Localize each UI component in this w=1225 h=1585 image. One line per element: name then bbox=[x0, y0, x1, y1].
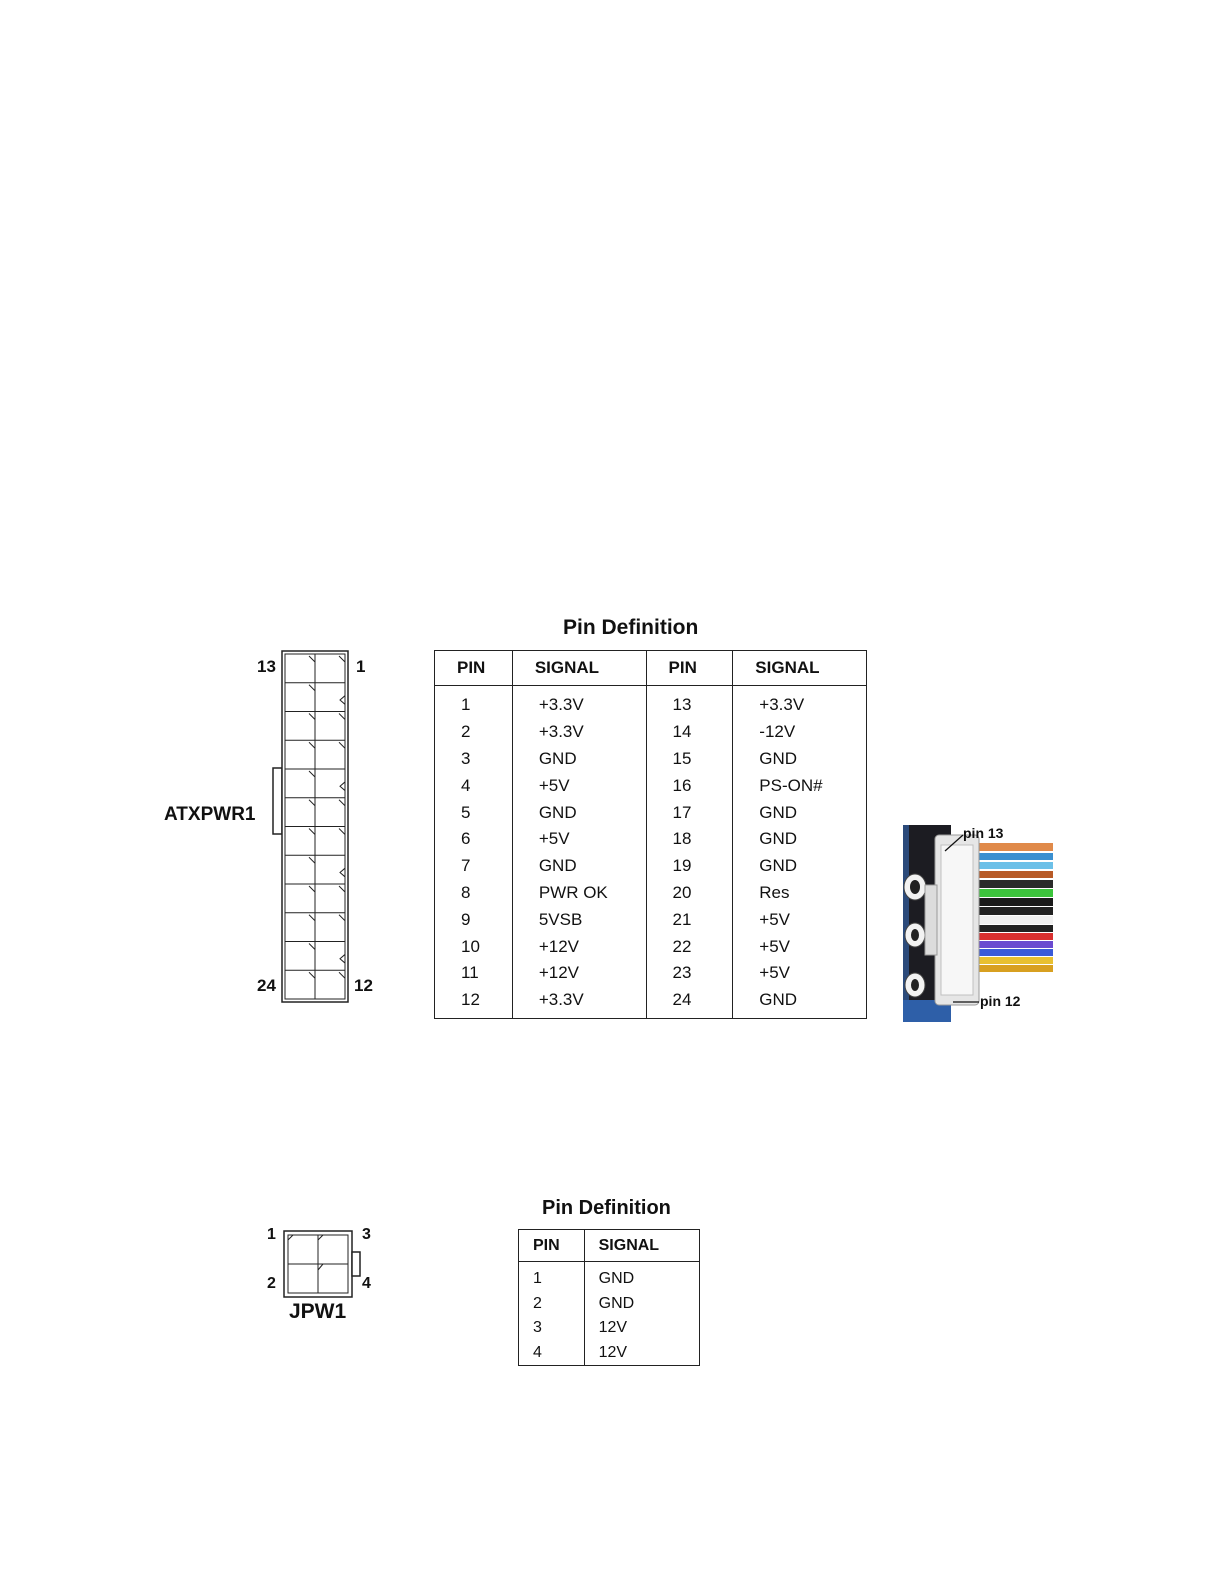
signal-cell: GND bbox=[512, 853, 646, 880]
pin-number-cell: 10 bbox=[461, 936, 480, 956]
jpw-pin-definition-table bbox=[518, 1229, 700, 1366]
table-row bbox=[519, 1292, 700, 1317]
pin-number-cell: 23 bbox=[646, 960, 733, 987]
table-row bbox=[435, 853, 867, 880]
pin-number-cell: 9 bbox=[461, 909, 471, 929]
atx-connector-name: ATXPWR1 bbox=[164, 804, 256, 825]
jpw-pin-label-1: 1 bbox=[267, 1226, 276, 1243]
pin-number-cell: 2 bbox=[533, 1294, 542, 1312]
jpw-pin-label-4: 4 bbox=[362, 1275, 371, 1292]
table-row bbox=[519, 1341, 700, 1366]
pin-number-cell: 2 bbox=[461, 722, 471, 742]
atx-pin-definition-table bbox=[434, 650, 867, 1019]
signal-cell: +5V bbox=[733, 933, 867, 960]
table-row bbox=[435, 960, 867, 987]
jpw-connector-diagram bbox=[255, 1222, 385, 1332]
atx-pin-label-1: 1 bbox=[356, 657, 366, 676]
table-row bbox=[435, 826, 867, 853]
pin-number-cell: 3 bbox=[461, 748, 471, 768]
pin-number-cell: 22 bbox=[646, 933, 733, 960]
pin-number-cell: 20 bbox=[646, 880, 733, 907]
signal-cell: GND bbox=[512, 799, 646, 826]
signal-cell: 12V bbox=[584, 1316, 699, 1341]
table-row bbox=[435, 772, 867, 799]
atx-connector-diagram bbox=[150, 640, 390, 1010]
atx-connector-outline bbox=[150, 640, 390, 1010]
jpw-table-title: Pin Definition bbox=[542, 1197, 671, 1219]
photo-label-pin-13: pin 13 bbox=[963, 825, 1004, 841]
header-signal: SIGNAL bbox=[733, 651, 867, 686]
pin-number-cell: 19 bbox=[646, 853, 733, 880]
pin-number-cell: 6 bbox=[461, 829, 471, 849]
table-row bbox=[435, 880, 867, 907]
signal-cell: +3.3V bbox=[512, 686, 646, 719]
pin-number-cell: 1 bbox=[533, 1270, 542, 1288]
pin-number-cell: 12 bbox=[461, 990, 480, 1010]
pin-number-cell: 24 bbox=[646, 987, 733, 1018]
pin-number-cell: 21 bbox=[646, 906, 733, 933]
signal-cell: GND bbox=[584, 1292, 699, 1317]
table-row bbox=[435, 987, 867, 1018]
signal-cell: GND bbox=[733, 799, 867, 826]
header-pin: PIN bbox=[519, 1230, 585, 1262]
signal-cell: +5V bbox=[733, 906, 867, 933]
signal-cell: PS-ON# bbox=[733, 772, 867, 799]
signal-cell: +5V bbox=[512, 826, 646, 853]
table-header-row bbox=[519, 1230, 700, 1262]
signal-cell: +12V bbox=[512, 960, 646, 987]
pin-number-cell: 3 bbox=[533, 1319, 542, 1337]
table-row bbox=[435, 906, 867, 933]
signal-cell: 12V bbox=[584, 1341, 699, 1366]
pin-number-cell: 14 bbox=[646, 719, 733, 746]
pin-number-cell: 15 bbox=[646, 746, 733, 773]
signal-cell: GND bbox=[584, 1262, 699, 1292]
photo-leader-lines bbox=[903, 825, 1053, 1022]
table-row bbox=[519, 1262, 700, 1292]
pin-number-cell: 4 bbox=[461, 775, 471, 795]
signal-cell: 5VSB bbox=[512, 906, 646, 933]
header-signal: SIGNAL bbox=[512, 651, 646, 686]
header-pin: PIN bbox=[646, 651, 733, 686]
jpw-connector-name: JPW1 bbox=[289, 1300, 347, 1323]
pin-number-cell: 17 bbox=[646, 799, 733, 826]
signal-cell: +3.3V bbox=[733, 686, 867, 719]
pin-number-cell: 16 bbox=[646, 772, 733, 799]
table-row bbox=[435, 686, 867, 719]
pin-number-cell: 1 bbox=[461, 695, 471, 715]
table-row bbox=[435, 799, 867, 826]
jpw-pin-label-2: 2 bbox=[267, 1275, 276, 1292]
pin-number-cell: 11 bbox=[461, 963, 479, 983]
signal-cell: GND bbox=[733, 826, 867, 853]
header-pin: PIN bbox=[435, 651, 513, 686]
signal-cell: GND bbox=[733, 987, 867, 1018]
jpw-connector-outline bbox=[255, 1222, 385, 1302]
signal-cell: GND bbox=[733, 746, 867, 773]
table-row bbox=[435, 933, 867, 960]
atx-pin-label-12: 12 bbox=[354, 976, 373, 995]
signal-cell: PWR OK bbox=[512, 880, 646, 907]
pin-number-cell: 7 bbox=[461, 856, 471, 876]
atx-pin-label-13: 13 bbox=[257, 657, 276, 676]
signal-cell: +12V bbox=[512, 933, 646, 960]
table-header-row bbox=[435, 651, 867, 686]
header-signal: SIGNAL bbox=[584, 1230, 699, 1262]
signal-cell: +3.3V bbox=[512, 719, 646, 746]
atx-connector-photo bbox=[903, 825, 1053, 1022]
jpw-pin-label-3: 3 bbox=[362, 1226, 371, 1243]
pin-number-cell: 18 bbox=[646, 826, 733, 853]
signal-cell: Res bbox=[733, 880, 867, 907]
atx-table-title: Pin Definition bbox=[563, 616, 699, 639]
table-row bbox=[519, 1316, 700, 1341]
photo-label-pin-12: pin 12 bbox=[980, 993, 1021, 1009]
table-row bbox=[435, 719, 867, 746]
pin-number-cell: 4 bbox=[533, 1343, 542, 1361]
pin-number-cell: 13 bbox=[646, 686, 733, 719]
atx-pin-label-24: 24 bbox=[257, 976, 276, 995]
pin-number-cell: 5 bbox=[461, 802, 471, 822]
signal-cell: GND bbox=[733, 853, 867, 880]
signal-cell: +3.3V bbox=[512, 987, 646, 1018]
table-row bbox=[435, 746, 867, 773]
signal-cell: GND bbox=[512, 746, 646, 773]
signal-cell: +5V bbox=[733, 960, 867, 987]
signal-cell: +5V bbox=[512, 772, 646, 799]
pin-number-cell: 8 bbox=[461, 882, 471, 902]
signal-cell: -12V bbox=[733, 719, 867, 746]
